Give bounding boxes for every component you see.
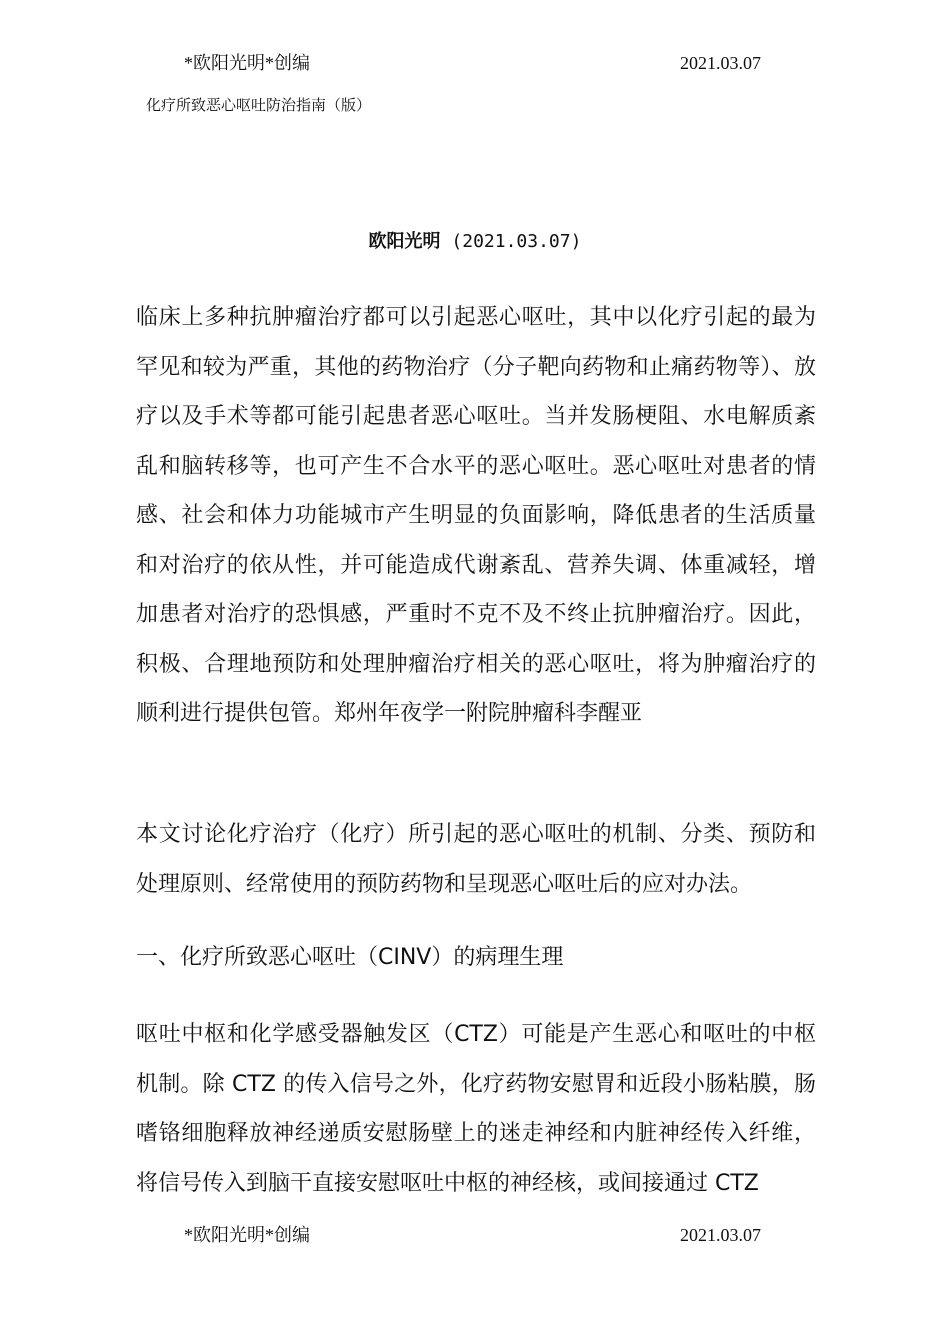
paragraph-scope: 本文讨论化疗治疗（化疗）所引起的恶心呕吐的机制、分类、预防和处理原则、经常使用的预防药物和呈现恶心呕吐后的应对办法。 — [136, 822, 816, 897]
author-name: 欧阳光明 — [368, 231, 441, 252]
footer-editor: *欧阳光明*创编 — [184, 1225, 310, 1245]
author-date: (2021.03.07) — [451, 231, 582, 252]
header-date: 2021.03.07 — [680, 53, 761, 73]
paragraph-intro: 临床上多种抗肿瘤治疗都可以引起恶心呕吐，其中以化疗引起的最为罕见和较为严重，其他的药物治疗（分子靶向药物和止痛药物等）、放疗以及手术等都可能引起患者恶心呕吐。当并发肠梗阻、水电解质紊乱和脑转移等，也可产生不合水平的恶心呕吐。恶心呕吐对患者的情感、社会和体力功能城市产生明显的负面影响，降低患者的生活质量和对治疗的依从性，并可能造成代谢紊乱、营养失调、体重减轻，增加患者对治疗的恐惧感，严重时不克不及不终止抗肿瘤治疗。因此，积极、合理地预防和处理肿瘤治疗相关的恶心呕吐，将为肿瘤治疗的顺利进行提供包管。郑州年夜学一附院肿瘤科李醒亚 — [136, 305, 816, 726]
author-line — [0, 229, 950, 255]
document-title: 化疗所致恶心呕吐防治指南（版） — [146, 96, 372, 114]
header-editor: *欧阳光明*创编 — [184, 53, 310, 73]
section-heading: 一、化疗所致恶心呕吐（CINV）的病理生理 — [136, 945, 564, 970]
paragraph-pathophysiology: 呕吐中枢和化学感受器触发区（CTZ）可能是产生恶心和呕吐的中枢机制。除 CTZ 的传入信号之外，化疗药物安慰胃和近段小肠粘膜，肠嗜铬细胞释放神经递质安慰肠壁上的迷走神经和内脏神经传入纤维，将信号传入到脑干直接安慰呕吐中枢的神经核，或间接通过 CTZ — [136, 1022, 816, 1196]
footer-date: 2021.03.07 — [680, 1225, 761, 1245]
